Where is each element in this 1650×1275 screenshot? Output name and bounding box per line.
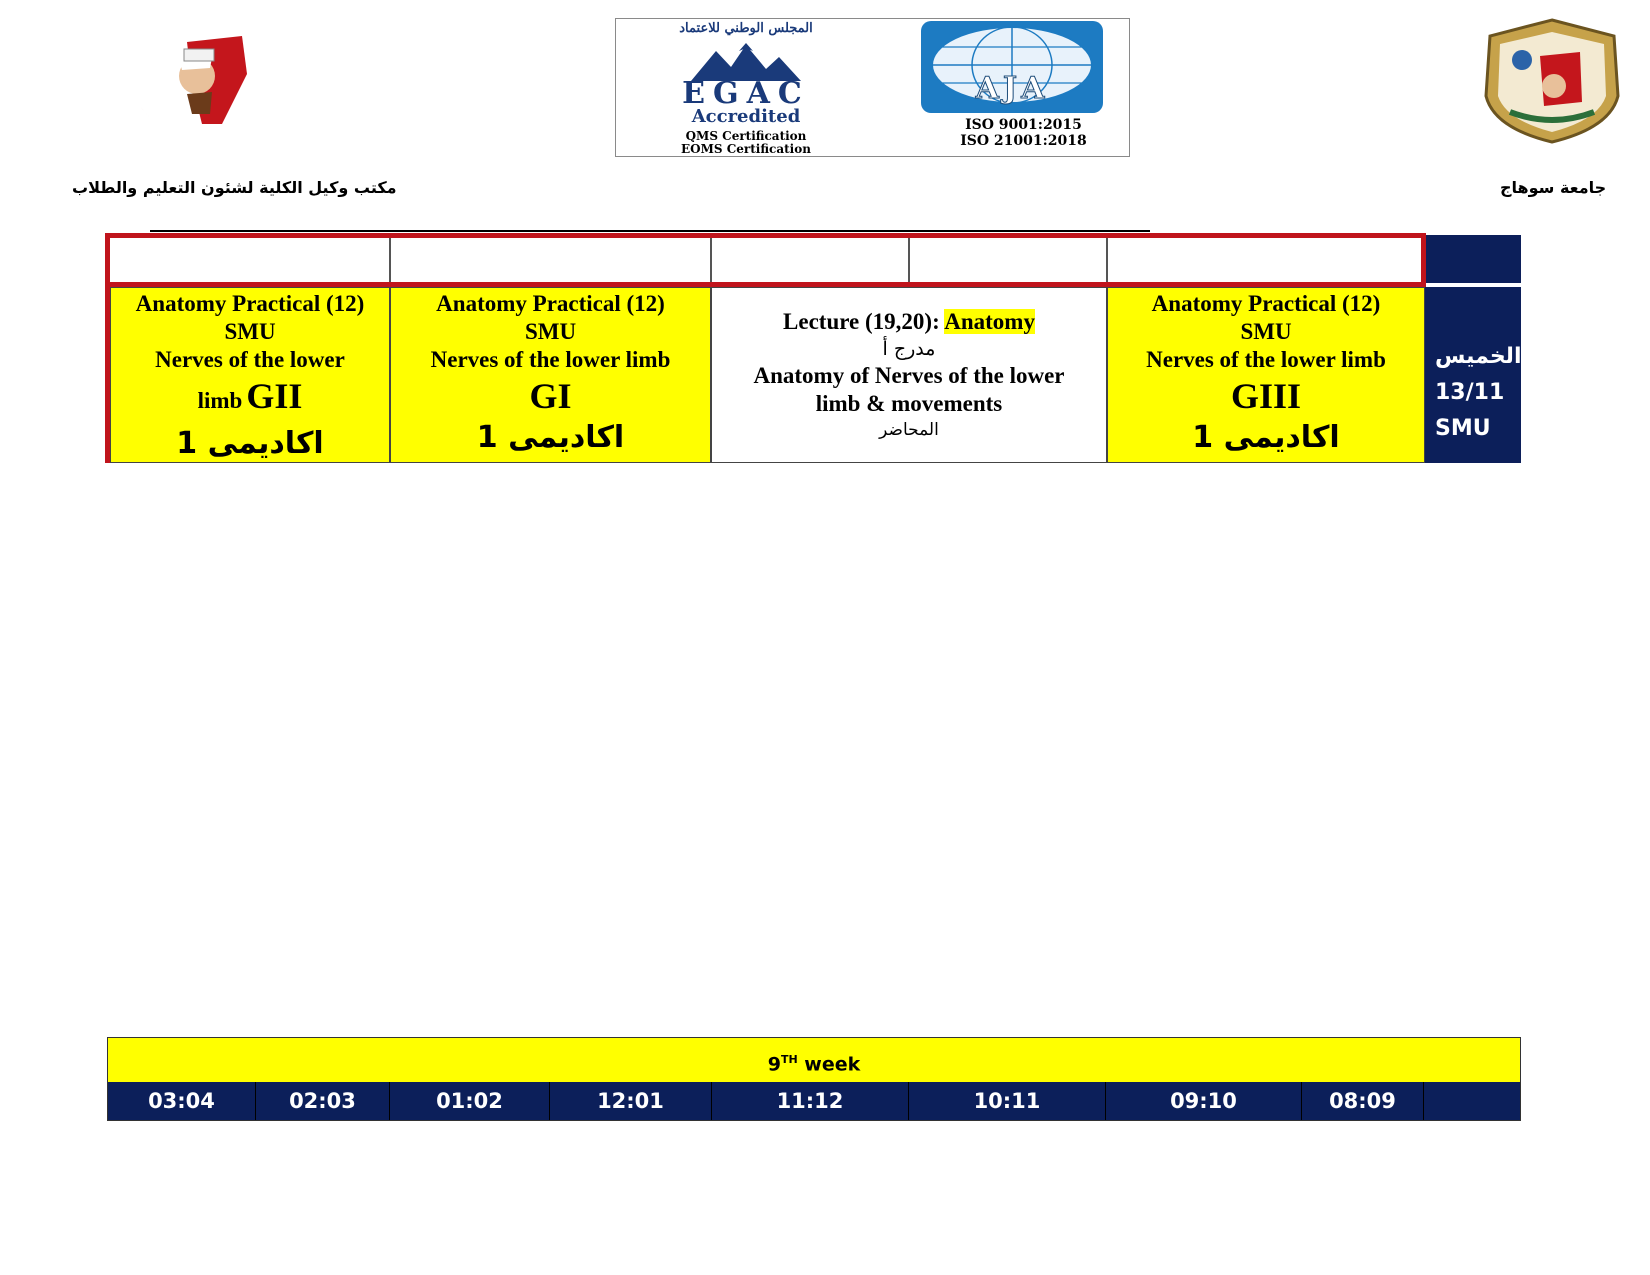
aja-iso-9001: ISO 9001:2015 xyxy=(965,117,1082,133)
session-topic: Nerves of the lower limb xyxy=(1146,347,1386,372)
week-word: week xyxy=(797,1053,861,1076)
session-title: Anatomy Practical (12) xyxy=(1151,291,1381,316)
time-slot: 09:10 xyxy=(1106,1082,1302,1120)
session-hall: اكاديمى 1 xyxy=(1192,420,1340,455)
session-cell-gi xyxy=(390,287,711,463)
time-slot-empty xyxy=(1424,1082,1520,1120)
week-suffix: TH xyxy=(780,1053,798,1066)
session-place: SMU xyxy=(224,319,276,344)
faculty-of-medicine-logo xyxy=(92,14,264,136)
session-topic: Nerves of the lower xyxy=(155,347,345,372)
empty-cell xyxy=(909,237,1107,283)
schedule-table xyxy=(105,233,1521,463)
aja-globe-badge xyxy=(921,21,1103,113)
empty-cell xyxy=(105,237,390,283)
empty-cell xyxy=(711,237,909,283)
session-group: GIII xyxy=(1230,376,1302,416)
session-topic: Nerves of the lower limb xyxy=(430,347,671,372)
lecture-subject: Anatomy xyxy=(944,309,1035,334)
day-date: 13/11 xyxy=(1435,380,1505,405)
session-title: Anatomy Practical (12) xyxy=(436,291,665,316)
red-frame-right xyxy=(1421,233,1426,287)
lecture-title: Lecture (19,20): xyxy=(783,309,945,334)
day-name: الخميس xyxy=(1435,344,1522,369)
empty-cell xyxy=(1107,237,1425,283)
time-slot: 12:01 xyxy=(550,1082,712,1120)
session-hall: اكاديمى 1 xyxy=(176,426,324,461)
session-cell-gii xyxy=(110,287,390,463)
session-title: Anatomy Practical (12) xyxy=(135,291,365,316)
dean-office-title: مكتب وكيل الكلية لشئون التعليم والطلاب xyxy=(72,178,397,197)
session-group: GII xyxy=(246,376,303,416)
session-topic-cont: limb xyxy=(197,388,243,413)
egac-mountain-icon xyxy=(691,39,801,81)
time-slot: 03:04 xyxy=(108,1082,256,1120)
session-place: SMU xyxy=(1240,319,1292,344)
accreditation-banner xyxy=(615,18,1130,157)
egac-arabic-name: المجلس الوطني للاعتماد xyxy=(679,21,813,36)
time-slot: 08:09 xyxy=(1302,1082,1424,1120)
lecture-topic-cont: limb & movements xyxy=(815,391,1003,416)
session-place: SMU xyxy=(524,319,577,344)
aja-iso-21001: ISO 21001:2018 xyxy=(960,133,1087,149)
week-number: 9 xyxy=(767,1053,781,1076)
empty-cell xyxy=(390,237,711,283)
lecture-cell xyxy=(711,287,1107,463)
egac-name: EGAC xyxy=(682,76,810,111)
aja-name: AJA xyxy=(975,71,1049,106)
week-table xyxy=(107,1037,1521,1121)
university-name: جامعة سوهاج xyxy=(1500,178,1607,197)
session-cell-giii xyxy=(1107,287,1425,463)
header-divider xyxy=(150,230,1150,232)
red-frame-top xyxy=(105,233,1425,238)
day-cell xyxy=(1425,287,1521,463)
session-hall: اكاديمى 1 xyxy=(476,420,625,455)
lecture-topic: Anatomy of Nerves of the lower xyxy=(753,363,1065,388)
day-header-cell xyxy=(1425,235,1521,283)
egac-qms: QMS Certification xyxy=(685,129,807,143)
egac-eoms: EOMS Certification xyxy=(681,142,811,156)
time-slots-row xyxy=(108,1082,1520,1120)
lecture-lecturer: المحاضر xyxy=(879,420,939,440)
time-slot: 11:12 xyxy=(712,1082,909,1120)
week-label xyxy=(108,1038,1520,1082)
session-group: GI xyxy=(529,376,572,416)
sohag-university-logo xyxy=(1480,16,1624,144)
time-slot: 10:11 xyxy=(909,1082,1106,1120)
egac-status: Accredited xyxy=(691,106,801,127)
time-slot: 01:02 xyxy=(390,1082,550,1120)
lecture-hall: مدرج أ xyxy=(882,338,936,360)
time-slot: 02:03 xyxy=(256,1082,390,1120)
day-place: SMU xyxy=(1435,416,1491,441)
